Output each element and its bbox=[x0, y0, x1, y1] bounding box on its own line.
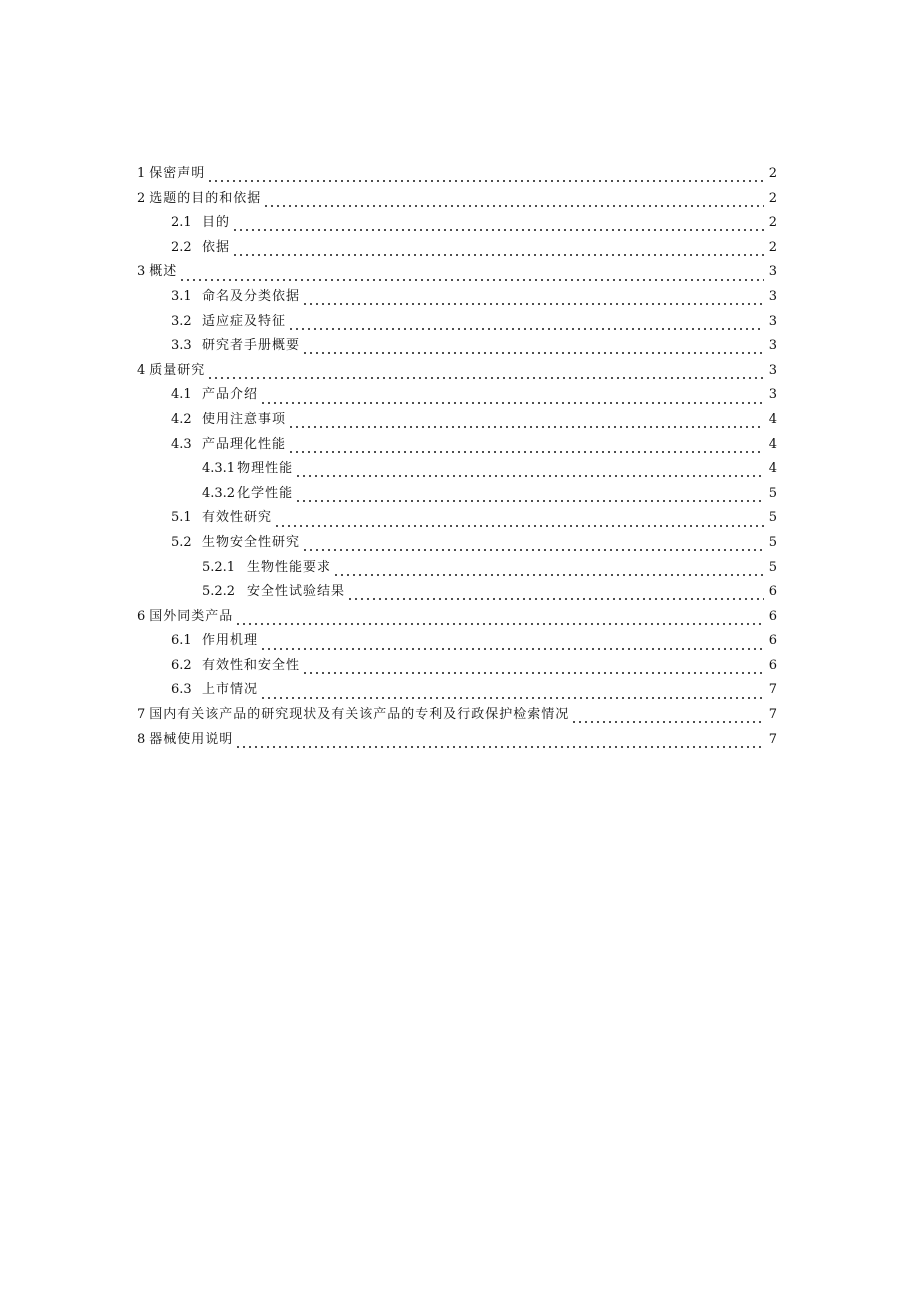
toc-entry-page-number: 5 bbox=[768, 485, 777, 501]
toc-entry-page-number: 4 bbox=[768, 436, 777, 452]
toc-entry-title: 产品理化性能 bbox=[202, 436, 287, 452]
toc-dot-leader bbox=[302, 294, 764, 306]
toc-dot-leader bbox=[263, 196, 764, 208]
toc-entry-page-number: 2 bbox=[768, 166, 777, 181]
toc-entry[interactable] bbox=[0, 482, 920, 507]
toc-entry-page-number: 7 bbox=[768, 707, 777, 723]
toc-dot-leader bbox=[260, 393, 764, 405]
toc-entry[interactable] bbox=[0, 433, 920, 458]
toc-entry-page-number: 7 bbox=[768, 731, 777, 747]
toc-entry-number: 4.2 bbox=[171, 411, 192, 427]
toc-entry-title: 适应症及特征 bbox=[202, 313, 287, 329]
toc-entry-number: 3 bbox=[137, 264, 146, 280]
toc-entry-title: 作用机理 bbox=[202, 633, 259, 649]
toc-entry[interactable] bbox=[0, 359, 920, 384]
toc-dot-leader bbox=[260, 688, 764, 700]
toc-dot-leader bbox=[235, 737, 764, 749]
toc-dot-leader bbox=[302, 663, 764, 675]
toc-entry[interactable] bbox=[0, 605, 920, 630]
toc-entry-page-number: 3 bbox=[768, 387, 777, 403]
toc-entry-number: 4.3.1 bbox=[202, 461, 236, 477]
toc-dot-leader bbox=[179, 270, 764, 282]
toc-entry[interactable] bbox=[0, 310, 920, 335]
toc-entry-page-number: 2 bbox=[768, 190, 777, 206]
toc-entry-number: 2 bbox=[137, 190, 146, 206]
toc-entry-title: 选题的目的和依据 bbox=[149, 190, 262, 206]
toc-entry-number: 5.2 bbox=[171, 534, 192, 550]
toc-entry-title: 国外同类产品 bbox=[149, 608, 234, 624]
toc-entry[interactable] bbox=[0, 678, 920, 703]
toc-entry-number: 6.3 bbox=[171, 682, 192, 698]
toc-entry-title: 国内有关该产品的研究现状及有关该产品的专利及行政保护检索情况 bbox=[149, 707, 570, 723]
toc-entry-page-number: 6 bbox=[768, 608, 777, 624]
toc-dot-leader bbox=[207, 171, 764, 183]
toc-entry-title: 化学性能 bbox=[237, 485, 294, 501]
toc-entry-title: 目的 bbox=[202, 215, 231, 231]
toc-entry-number: 4.3.2 bbox=[202, 485, 236, 501]
toc-dot-leader bbox=[288, 319, 764, 331]
toc-entry-title: 保密声明 bbox=[149, 166, 206, 181]
toc-entry-page-number: 3 bbox=[768, 362, 777, 378]
toc-entry-page-number: 2 bbox=[768, 215, 777, 231]
toc-entry-number: 3.2 bbox=[171, 313, 192, 329]
toc-dot-leader bbox=[232, 245, 764, 257]
toc-entry-title: 概述 bbox=[149, 264, 178, 280]
toc-entry-page-number: 3 bbox=[768, 313, 777, 329]
toc-entry-page-number: 6 bbox=[768, 657, 777, 673]
toc-entry[interactable] bbox=[0, 187, 920, 212]
toc-entry-page-number: 3 bbox=[768, 338, 777, 354]
toc-entry-title: 产品介绍 bbox=[202, 387, 259, 403]
toc-entry[interactable] bbox=[0, 408, 920, 433]
toc-entry-number: 5.2.2 bbox=[202, 584, 236, 600]
toc-entry[interactable] bbox=[0, 556, 920, 581]
toc-entry[interactable] bbox=[0, 334, 920, 359]
toc-entry[interactable] bbox=[0, 260, 920, 285]
toc-entry[interactable] bbox=[0, 703, 920, 728]
toc-entry-number: 2.1 bbox=[171, 215, 192, 231]
toc-dot-leader bbox=[260, 639, 764, 651]
toc-entry-title: 使用注意事项 bbox=[202, 411, 287, 427]
toc-entry-title: 有效性研究 bbox=[202, 510, 273, 526]
toc-entry-page-number: 3 bbox=[768, 264, 777, 280]
toc-dot-leader bbox=[235, 614, 764, 626]
toc-entry-page-number: 5 bbox=[768, 534, 777, 550]
toc-entry-title: 生物安全性研究 bbox=[202, 534, 301, 550]
toc-entry-page-number: 4 bbox=[768, 461, 777, 477]
toc-entry-title: 有效性和安全性 bbox=[202, 657, 301, 673]
toc-entry-number: 8 bbox=[137, 731, 146, 747]
toc-entry-title: 安全性试验结果 bbox=[247, 584, 346, 600]
toc-dot-leader bbox=[288, 417, 764, 429]
toc-entry-number: 4 bbox=[137, 362, 146, 378]
toc-entry-number: 6.1 bbox=[171, 633, 192, 649]
toc-entry[interactable] bbox=[0, 654, 920, 679]
toc-entry-number: 3.3 bbox=[171, 338, 192, 354]
toc-entry-title: 上市情况 bbox=[202, 682, 259, 698]
toc-entry-number: 4.3 bbox=[171, 436, 192, 452]
toc-entry-title: 研究者手册概要 bbox=[202, 338, 301, 354]
toc-dot-leader bbox=[274, 516, 764, 528]
toc-entry-number: 6.2 bbox=[171, 657, 192, 673]
toc-entry[interactable] bbox=[0, 285, 920, 310]
toc-entry-number: 5.2.1 bbox=[202, 559, 236, 575]
toc-entry[interactable] bbox=[0, 236, 920, 261]
toc-entry-number: 6 bbox=[137, 608, 146, 624]
toc-entry-title: 依据 bbox=[202, 239, 231, 255]
table-of-contents bbox=[0, 162, 920, 752]
toc-entry-title: 命名及分类依据 bbox=[202, 288, 301, 304]
toc-dot-leader bbox=[302, 540, 764, 552]
toc-entry[interactable] bbox=[0, 629, 920, 654]
toc-dot-leader bbox=[347, 589, 764, 601]
toc-entry-page-number: 5 bbox=[768, 559, 777, 575]
toc-entry-number: 1 bbox=[137, 166, 146, 181]
toc-entry-page-number: 2 bbox=[768, 239, 777, 255]
toc-entry-page-number: 7 bbox=[768, 682, 777, 698]
toc-entry-title: 物理性能 bbox=[237, 461, 294, 477]
toc-dot-leader bbox=[302, 343, 764, 355]
toc-entry-page-number: 4 bbox=[768, 411, 777, 427]
toc-entry[interactable] bbox=[0, 457, 920, 482]
toc-dot-leader bbox=[571, 712, 764, 724]
toc-entry[interactable] bbox=[0, 383, 920, 408]
toc-dot-leader bbox=[295, 466, 764, 478]
toc-entry-number: 7 bbox=[137, 707, 146, 723]
toc-entry-number: 4.1 bbox=[171, 387, 192, 403]
toc-entry[interactable] bbox=[0, 580, 920, 605]
toc-entry-page-number: 5 bbox=[768, 510, 777, 526]
toc-entry[interactable] bbox=[0, 531, 920, 556]
toc-entry-number: 3.1 bbox=[171, 288, 192, 304]
toc-dot-leader bbox=[333, 565, 764, 577]
toc-entry-title: 质量研究 bbox=[149, 362, 206, 378]
toc-entry[interactable] bbox=[0, 506, 920, 531]
toc-entry[interactable] bbox=[0, 728, 920, 753]
toc-dot-leader bbox=[288, 442, 764, 454]
toc-entry-page-number: 6 bbox=[768, 584, 777, 600]
toc-entry-number: 2.2 bbox=[171, 239, 192, 255]
toc-dot-leader bbox=[295, 491, 764, 503]
toc-entry[interactable] bbox=[0, 162, 920, 187]
toc-dot-leader bbox=[232, 220, 764, 232]
toc-entry-number: 5.1 bbox=[171, 510, 192, 526]
toc-entry-page-number: 3 bbox=[768, 288, 777, 304]
toc-entry-page-number: 6 bbox=[768, 633, 777, 649]
toc-entry[interactable] bbox=[0, 211, 920, 236]
toc-entry-title: 生物性能要求 bbox=[247, 559, 332, 575]
toc-entry-title: 器械使用说明 bbox=[149, 731, 234, 747]
toc-dot-leader bbox=[207, 368, 764, 380]
